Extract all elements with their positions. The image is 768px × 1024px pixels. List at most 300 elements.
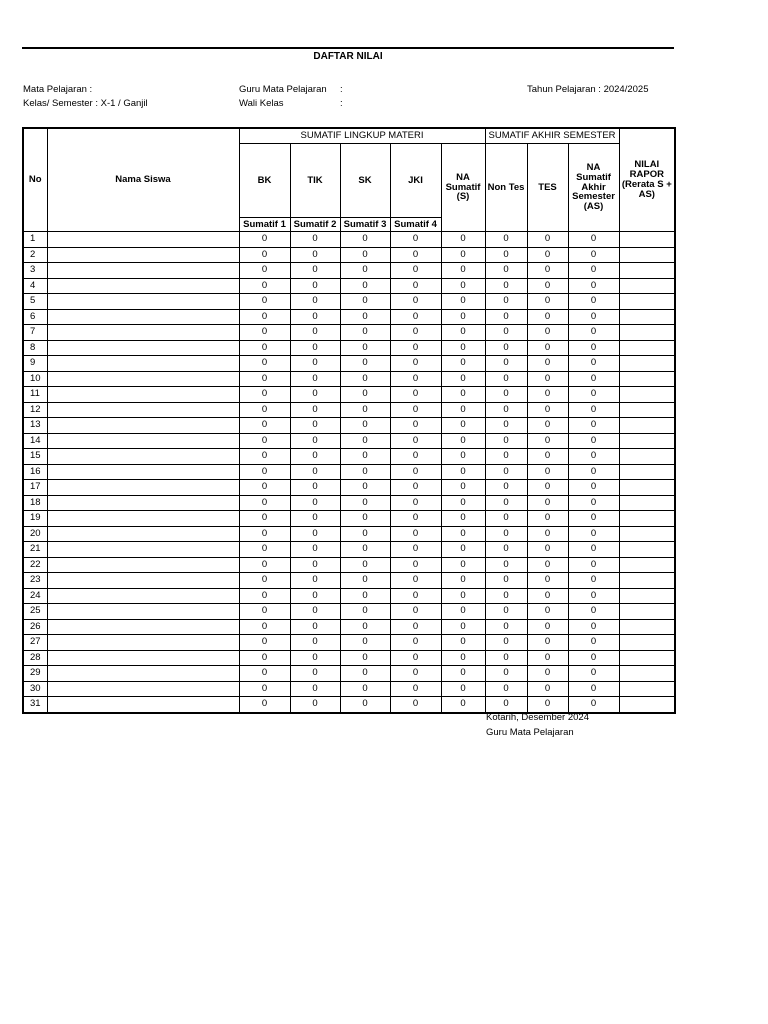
cell-na-sumatif: 0 — [441, 573, 485, 589]
cell-no: 30 — [23, 681, 47, 697]
table-row — [23, 588, 675, 604]
cell-no: 18 — [23, 495, 47, 511]
cell-na-akhir: 0 — [568, 604, 619, 620]
cell-na-akhir: 0 — [568, 635, 619, 651]
cell-nama-siswa — [47, 697, 239, 713]
cell-jki: 0 — [390, 418, 441, 434]
table-row — [23, 495, 675, 511]
cell-na-akhir: 0 — [568, 371, 619, 387]
cell-na-akhir: 0 — [568, 619, 619, 635]
cell-bk: 0 — [239, 666, 290, 682]
cell-na-sumatif: 0 — [441, 340, 485, 356]
cell-tes: 0 — [527, 480, 568, 496]
cell-tik: 0 — [290, 418, 340, 434]
cell-na-sumatif: 0 — [441, 480, 485, 496]
cell-non-tes: 0 — [485, 681, 527, 697]
cell-nama-siswa — [47, 542, 239, 558]
cell-na-sumatif: 0 — [441, 697, 485, 713]
cell-nama-siswa — [47, 511, 239, 527]
cell-jki: 0 — [390, 495, 441, 511]
cell-sk: 0 — [340, 232, 390, 248]
cell-tik: 0 — [290, 542, 340, 558]
cell-tik: 0 — [290, 480, 340, 496]
table-row — [23, 650, 675, 666]
cell-tik: 0 — [290, 309, 340, 325]
cell-nama-siswa — [47, 309, 239, 325]
cell-jki: 0 — [390, 340, 441, 356]
cell-jki: 0 — [390, 371, 441, 387]
table-row — [23, 309, 675, 325]
table-row — [23, 449, 675, 465]
cell-na-akhir: 0 — [568, 511, 619, 527]
cell-jki: 0 — [390, 480, 441, 496]
cell-jki: 0 — [390, 588, 441, 604]
cell-non-tes: 0 — [485, 464, 527, 480]
cell-tes: 0 — [527, 542, 568, 558]
cell-sk: 0 — [340, 325, 390, 341]
cell-na-sumatif: 0 — [441, 356, 485, 372]
cell-na-akhir: 0 — [568, 232, 619, 248]
cell-jki: 0 — [390, 232, 441, 248]
cell-jki: 0 — [390, 449, 441, 465]
cell-nilai-rapor — [619, 588, 675, 604]
top-rule — [22, 47, 674, 49]
table-row — [23, 542, 675, 558]
cell-bk: 0 — [239, 387, 290, 403]
cell-tes: 0 — [527, 526, 568, 542]
header-non-tes: Non Tes — [485, 144, 527, 232]
table-row — [23, 263, 675, 279]
cell-na-akhir: 0 — [568, 588, 619, 604]
cell-tik: 0 — [290, 526, 340, 542]
cell-na-akhir: 0 — [568, 247, 619, 263]
cell-no: 12 — [23, 402, 47, 418]
cell-tik: 0 — [290, 387, 340, 403]
header-tik: TIK — [290, 144, 340, 218]
cell-non-tes: 0 — [485, 294, 527, 310]
cell-bk: 0 — [239, 464, 290, 480]
cell-bk: 0 — [239, 247, 290, 263]
cell-no: 20 — [23, 526, 47, 542]
header-tes: TES — [527, 144, 568, 232]
cell-nama-siswa — [47, 650, 239, 666]
cell-na-sumatif: 0 — [441, 247, 485, 263]
cell-sk: 0 — [340, 619, 390, 635]
cell-na-akhir: 0 — [568, 356, 619, 372]
cell-na-sumatif: 0 — [441, 371, 485, 387]
cell-jki: 0 — [390, 542, 441, 558]
cell-jki: 0 — [390, 356, 441, 372]
cell-jki: 0 — [390, 325, 441, 341]
cell-na-sumatif: 0 — [441, 449, 485, 465]
table-row — [23, 635, 675, 651]
cell-bk: 0 — [239, 263, 290, 279]
cell-nilai-rapor — [619, 232, 675, 248]
cell-bk: 0 — [239, 650, 290, 666]
cell-tes: 0 — [527, 356, 568, 372]
cell-na-akhir: 0 — [568, 681, 619, 697]
cell-bk: 0 — [239, 356, 290, 372]
cell-non-tes: 0 — [485, 604, 527, 620]
cell-tes: 0 — [527, 495, 568, 511]
cell-na-akhir: 0 — [568, 309, 619, 325]
cell-tik: 0 — [290, 356, 340, 372]
cell-bk: 0 — [239, 480, 290, 496]
cell-bk: 0 — [239, 402, 290, 418]
cell-sk: 0 — [340, 480, 390, 496]
cell-na-sumatif: 0 — [441, 387, 485, 403]
cell-na-sumatif: 0 — [441, 325, 485, 341]
cell-bk: 0 — [239, 433, 290, 449]
cell-non-tes: 0 — [485, 526, 527, 542]
cell-na-akhir: 0 — [568, 387, 619, 403]
cell-tes: 0 — [527, 604, 568, 620]
table-row — [23, 573, 675, 589]
cell-bk: 0 — [239, 232, 290, 248]
table-row — [23, 418, 675, 434]
cell-no: 22 — [23, 557, 47, 573]
cell-sk: 0 — [340, 542, 390, 558]
cell-nama-siswa — [47, 418, 239, 434]
cell-nilai-rapor — [619, 325, 675, 341]
cell-na-akhir: 0 — [568, 433, 619, 449]
cell-sk: 0 — [340, 511, 390, 527]
signature-place-date: Kotarih, Desember 2024 — [486, 712, 589, 723]
cell-na-akhir: 0 — [568, 464, 619, 480]
tahun-pelajaran-label: Tahun Pelajaran : 2024/2025 — [527, 84, 649, 95]
cell-jki: 0 — [390, 278, 441, 294]
cell-non-tes: 0 — [485, 387, 527, 403]
cell-no: 15 — [23, 449, 47, 465]
cell-no: 11 — [23, 387, 47, 403]
cell-sk: 0 — [340, 340, 390, 356]
cell-na-sumatif: 0 — [441, 402, 485, 418]
cell-tes: 0 — [527, 325, 568, 341]
cell-na-sumatif: 0 — [441, 542, 485, 558]
table-row — [23, 387, 675, 403]
table-row — [23, 371, 675, 387]
cell-nama-siswa — [47, 573, 239, 589]
cell-bk: 0 — [239, 557, 290, 573]
cell-jki: 0 — [390, 309, 441, 325]
cell-non-tes: 0 — [485, 247, 527, 263]
cell-na-akhir: 0 — [568, 573, 619, 589]
cell-bk: 0 — [239, 325, 290, 341]
cell-sk: 0 — [340, 635, 390, 651]
cell-na-akhir: 0 — [568, 278, 619, 294]
cell-sk: 0 — [340, 681, 390, 697]
cell-nama-siswa — [47, 681, 239, 697]
cell-non-tes: 0 — [485, 480, 527, 496]
cell-jki: 0 — [390, 697, 441, 713]
cell-nama-siswa — [47, 278, 239, 294]
table-row — [23, 325, 675, 341]
cell-sk: 0 — [340, 588, 390, 604]
cell-nama-siswa — [47, 247, 239, 263]
cell-na-akhir: 0 — [568, 495, 619, 511]
cell-na-akhir: 0 — [568, 650, 619, 666]
cell-bk: 0 — [239, 588, 290, 604]
cell-non-tes: 0 — [485, 402, 527, 418]
cell-non-tes: 0 — [485, 635, 527, 651]
cell-no: 28 — [23, 650, 47, 666]
cell-tik: 0 — [290, 495, 340, 511]
cell-tes: 0 — [527, 371, 568, 387]
cell-bk: 0 — [239, 371, 290, 387]
cell-sk: 0 — [340, 697, 390, 713]
cell-nilai-rapor — [619, 573, 675, 589]
cell-nilai-rapor — [619, 557, 675, 573]
table-row — [23, 681, 675, 697]
cell-jki: 0 — [390, 387, 441, 403]
cell-nilai-rapor — [619, 418, 675, 434]
cell-nilai-rapor — [619, 309, 675, 325]
cell-tik: 0 — [290, 449, 340, 465]
cell-na-akhir: 0 — [568, 263, 619, 279]
cell-tik: 0 — [290, 573, 340, 589]
header-sumatif-1: Sumatif 1 — [239, 218, 290, 232]
cell-jki: 0 — [390, 294, 441, 310]
table-row — [23, 480, 675, 496]
cell-bk: 0 — [239, 526, 290, 542]
cell-sk: 0 — [340, 495, 390, 511]
wali-kelas-colon: : — [340, 98, 343, 109]
cell-tes: 0 — [527, 511, 568, 527]
cell-nama-siswa — [47, 464, 239, 480]
cell-na-sumatif: 0 — [441, 418, 485, 434]
cell-non-tes: 0 — [485, 433, 527, 449]
header-nama-siswa: Nama Siswa — [47, 128, 239, 232]
cell-tik: 0 — [290, 402, 340, 418]
cell-nilai-rapor — [619, 402, 675, 418]
cell-na-sumatif: 0 — [441, 511, 485, 527]
signature-role: Guru Mata Pelajaran — [486, 727, 574, 738]
cell-no: 10 — [23, 371, 47, 387]
cell-non-tes: 0 — [485, 263, 527, 279]
cell-no: 14 — [23, 433, 47, 449]
cell-tes: 0 — [527, 619, 568, 635]
cell-bk: 0 — [239, 573, 290, 589]
cell-tes: 0 — [527, 340, 568, 356]
table-row — [23, 247, 675, 263]
cell-na-sumatif: 0 — [441, 263, 485, 279]
cell-nama-siswa — [47, 294, 239, 310]
cell-jki: 0 — [390, 650, 441, 666]
cell-nama-siswa — [47, 495, 239, 511]
cell-nama-siswa — [47, 588, 239, 604]
cell-bk: 0 — [239, 309, 290, 325]
cell-no: 19 — [23, 511, 47, 527]
kelas-semester-label: Kelas/ Semester : X-1 / Ganjil — [23, 98, 148, 109]
cell-bk: 0 — [239, 619, 290, 635]
cell-sk: 0 — [340, 402, 390, 418]
cell-na-akhir: 0 — [568, 526, 619, 542]
cell-nama-siswa — [47, 356, 239, 372]
table-row — [23, 666, 675, 682]
grade-table — [22, 127, 676, 714]
cell-tik: 0 — [290, 340, 340, 356]
cell-na-sumatif: 0 — [441, 278, 485, 294]
cell-tes: 0 — [527, 402, 568, 418]
cell-tes: 0 — [527, 418, 568, 434]
header-no: No — [23, 128, 47, 232]
cell-jki: 0 — [390, 635, 441, 651]
cell-nilai-rapor — [619, 619, 675, 635]
cell-jki: 0 — [390, 402, 441, 418]
cell-jki: 0 — [390, 464, 441, 480]
cell-no: 21 — [23, 542, 47, 558]
table-row — [23, 232, 675, 248]
cell-na-sumatif: 0 — [441, 232, 485, 248]
cell-no: 3 — [23, 263, 47, 279]
cell-tik: 0 — [290, 433, 340, 449]
cell-bk: 0 — [239, 294, 290, 310]
cell-sk: 0 — [340, 666, 390, 682]
cell-jki: 0 — [390, 247, 441, 263]
cell-jki: 0 — [390, 666, 441, 682]
cell-nilai-rapor — [619, 697, 675, 713]
header-sk: SK — [340, 144, 390, 218]
guru-mapel-colon: : — [340, 84, 343, 95]
cell-nama-siswa — [47, 325, 239, 341]
wali-kelas-label: Wali Kelas — [239, 98, 284, 109]
cell-nama-siswa — [47, 480, 239, 496]
cell-nilai-rapor — [619, 356, 675, 372]
document-title: DAFTAR NILAI — [313, 51, 383, 62]
cell-no: 26 — [23, 619, 47, 635]
cell-tes: 0 — [527, 464, 568, 480]
cell-no: 13 — [23, 418, 47, 434]
cell-no: 5 — [23, 294, 47, 310]
header-sumatif-3: Sumatif 3 — [340, 218, 390, 232]
cell-sk: 0 — [340, 294, 390, 310]
table-row — [23, 340, 675, 356]
cell-tik: 0 — [290, 263, 340, 279]
mata-pelajaran-label: Mata Pelajaran : — [23, 84, 93, 95]
cell-non-tes: 0 — [485, 588, 527, 604]
cell-na-akhir: 0 — [568, 480, 619, 496]
cell-na-sumatif: 0 — [441, 495, 485, 511]
cell-nilai-rapor — [619, 480, 675, 496]
guru-mapel-label: Guru Mata Pelajaran — [239, 84, 327, 95]
cell-sk: 0 — [340, 604, 390, 620]
cell-tik: 0 — [290, 232, 340, 248]
cell-bk: 0 — [239, 604, 290, 620]
table-row — [23, 511, 675, 527]
cell-na-akhir: 0 — [568, 402, 619, 418]
cell-no: 9 — [23, 356, 47, 372]
cell-nama-siswa — [47, 557, 239, 573]
cell-bk: 0 — [239, 511, 290, 527]
cell-nilai-rapor — [619, 650, 675, 666]
cell-na-sumatif: 0 — [441, 294, 485, 310]
cell-tes: 0 — [527, 573, 568, 589]
cell-nilai-rapor — [619, 604, 675, 620]
cell-nilai-rapor — [619, 247, 675, 263]
cell-na-sumatif: 0 — [441, 588, 485, 604]
cell-na-sumatif: 0 — [441, 433, 485, 449]
cell-non-tes: 0 — [485, 232, 527, 248]
cell-tik: 0 — [290, 325, 340, 341]
cell-na-akhir: 0 — [568, 340, 619, 356]
cell-nilai-rapor — [619, 278, 675, 294]
cell-nilai-rapor — [619, 387, 675, 403]
cell-tes: 0 — [527, 433, 568, 449]
cell-nilai-rapor — [619, 340, 675, 356]
cell-sk: 0 — [340, 464, 390, 480]
cell-nilai-rapor — [619, 449, 675, 465]
cell-tik: 0 — [290, 697, 340, 713]
cell-nilai-rapor — [619, 263, 675, 279]
cell-non-tes: 0 — [485, 418, 527, 434]
cell-tik: 0 — [290, 294, 340, 310]
cell-jki: 0 — [390, 511, 441, 527]
cell-na-sumatif: 0 — [441, 650, 485, 666]
cell-no: 7 — [23, 325, 47, 341]
cell-sk: 0 — [340, 449, 390, 465]
cell-tik: 0 — [290, 681, 340, 697]
cell-na-akhir: 0 — [568, 557, 619, 573]
header-jki: JKI — [390, 144, 441, 218]
cell-tes: 0 — [527, 557, 568, 573]
cell-sk: 0 — [340, 526, 390, 542]
cell-non-tes: 0 — [485, 278, 527, 294]
cell-bk: 0 — [239, 340, 290, 356]
cell-no: 1 — [23, 232, 47, 248]
cell-tes: 0 — [527, 263, 568, 279]
cell-non-tes: 0 — [485, 325, 527, 341]
cell-tes: 0 — [527, 449, 568, 465]
cell-tes: 0 — [527, 681, 568, 697]
cell-nilai-rapor — [619, 635, 675, 651]
cell-no: 6 — [23, 309, 47, 325]
cell-nama-siswa — [47, 433, 239, 449]
table-row — [23, 619, 675, 635]
cell-na-akhir: 0 — [568, 542, 619, 558]
header-na-akhir: NA Sumatif Akhir Semester (AS) — [568, 144, 619, 232]
table-row — [23, 402, 675, 418]
cell-bk: 0 — [239, 681, 290, 697]
cell-na-sumatif: 0 — [441, 557, 485, 573]
cell-bk: 0 — [239, 418, 290, 434]
cell-sk: 0 — [340, 247, 390, 263]
cell-nilai-rapor — [619, 542, 675, 558]
cell-na-sumatif: 0 — [441, 666, 485, 682]
table-row — [23, 604, 675, 620]
header-sumatif-lingkup: SUMATIF LINGKUP MATERI — [239, 128, 485, 144]
cell-sk: 0 — [340, 387, 390, 403]
cell-nama-siswa — [47, 402, 239, 418]
grade-rows — [23, 232, 675, 713]
cell-no: 4 — [23, 278, 47, 294]
cell-nama-siswa — [47, 371, 239, 387]
cell-na-akhir: 0 — [568, 697, 619, 713]
cell-na-sumatif: 0 — [441, 309, 485, 325]
cell-non-tes: 0 — [485, 542, 527, 558]
cell-tik: 0 — [290, 650, 340, 666]
table-row — [23, 526, 675, 542]
cell-jki: 0 — [390, 604, 441, 620]
cell-no: 31 — [23, 697, 47, 713]
table-row — [23, 464, 675, 480]
cell-jki: 0 — [390, 619, 441, 635]
cell-nama-siswa — [47, 232, 239, 248]
header-sumatif-akhir: SUMATIF AKHIR SEMESTER — [485, 128, 619, 144]
cell-tes: 0 — [527, 232, 568, 248]
cell-no: 23 — [23, 573, 47, 589]
cell-sk: 0 — [340, 356, 390, 372]
cell-no: 24 — [23, 588, 47, 604]
